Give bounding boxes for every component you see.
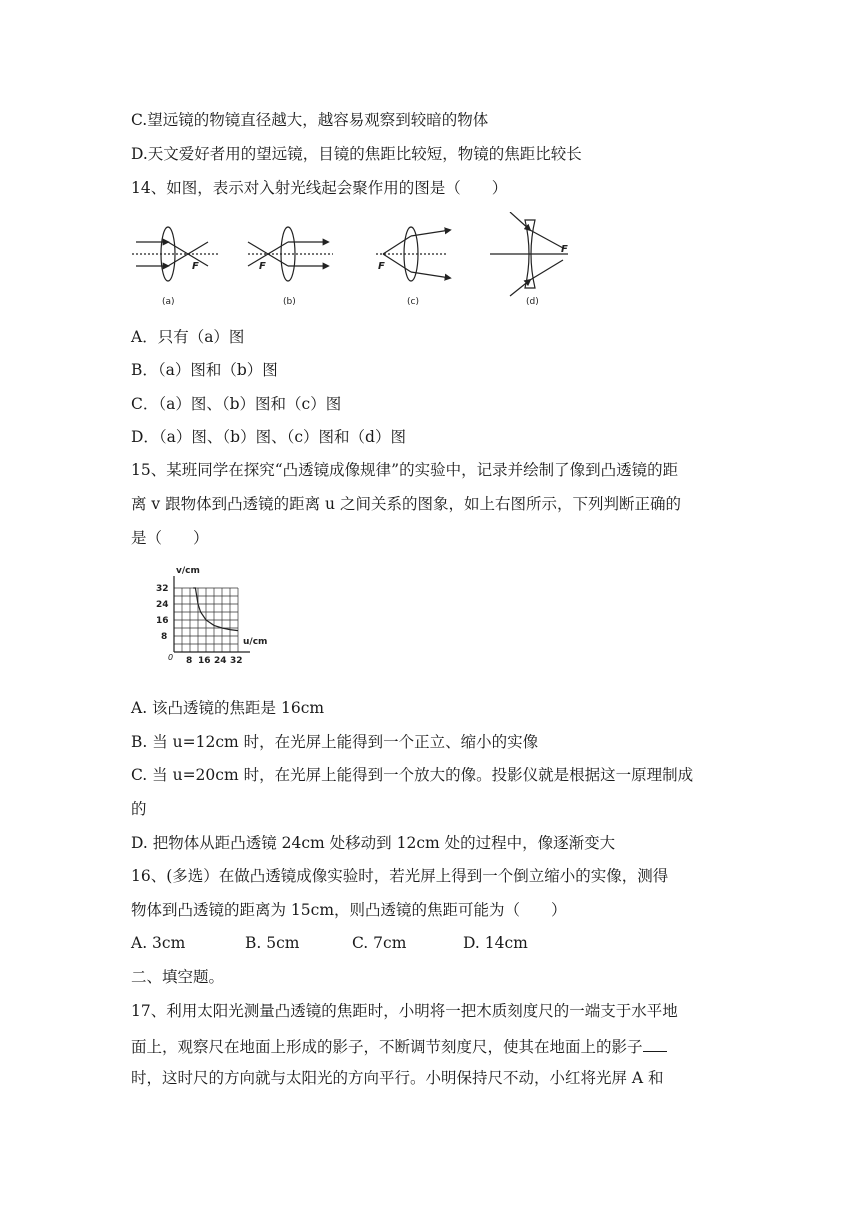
q16-option-c: C. 7cm xyxy=(352,934,407,952)
y-tick-24: 24 xyxy=(156,600,169,610)
q17-line3: 时，这时尺的方向就与太阳光的方向平行。小明保持尺不动，小红将光屏 A 和 xyxy=(131,1069,664,1087)
q16-option-d: D. 14cm xyxy=(463,934,528,952)
y-tick-32: 32 xyxy=(156,584,169,594)
lens-figure xyxy=(128,212,588,312)
q16-options xyxy=(131,933,528,953)
q16-option-b: B. 5cm xyxy=(245,934,300,952)
q16-stem-line2: 物体到凸透镜的距离为 15cm，则凸透镜的焦距可能为（ ） xyxy=(131,901,567,919)
lens-diagram-a xyxy=(132,227,220,281)
lens-diagram-d xyxy=(490,212,568,296)
label-b: (b) xyxy=(283,297,296,307)
label-d: (d) xyxy=(526,297,539,307)
q17-line2-text: 面上，观察尺在地面上形成的影子，不断调节刻度尺，使其在地面上的影子 xyxy=(131,1038,643,1056)
focus-label-b: F xyxy=(259,261,266,272)
q15-option-a: A. 该凸透镜的焦距是 16cm xyxy=(131,699,325,717)
y-tick-16: 16 xyxy=(156,616,169,626)
section-fill-in-heading: 二、填空题。 xyxy=(131,968,225,986)
q16-option-a: A. 3cm xyxy=(131,934,186,952)
lens-diagram-b xyxy=(248,227,333,281)
v-u-curve xyxy=(193,588,238,631)
q14-option-a: A．只有（a）图 xyxy=(131,328,245,346)
x-axis-label: u/cm xyxy=(243,637,268,647)
x-tick-32: 32 xyxy=(230,656,243,666)
q15-stem-line1: 15、某班同学在探究“凸透镜成像规律”的实验中，记录并绘制了像到凸透镜的距 xyxy=(131,461,679,479)
q16-stem-line1: 16、(多选）在做凸透镜成像实验时，若光屏上得到一个倒立缩小的实像，测得 xyxy=(131,867,669,885)
focus-label-a: F xyxy=(192,261,199,272)
q17-line1: 17、利用太阳光测量凸透镜的焦距时，小明将一把木质刻度尺的一端支于水平地 xyxy=(131,1002,678,1020)
q17-line2 xyxy=(131,1035,667,1057)
q15-option-b: B. 当 u=12cm 时，在光屏上能得到一个正立、缩小的实像 xyxy=(131,733,539,751)
q15-stem-line2: 离 v 跟物体到凸透镜的距离 u 之间关系的图象，如上右图所示，下列判断正确的 xyxy=(131,495,681,513)
q15-stem-line3: 是（ ） xyxy=(131,529,209,547)
focus-label-c: F xyxy=(378,261,385,272)
q15-option-c-line2: 的 xyxy=(131,800,147,818)
y-axis-label: v/cm xyxy=(176,566,200,576)
origin-label: 0 xyxy=(168,653,174,662)
q14-option-d: D．（a）图、（b）图、（c）图和（d）图 xyxy=(131,428,406,446)
y-tick-8: 8 xyxy=(161,632,168,642)
q13-option-d: D.天文爱好者用的望远镜，目镜的焦距比较短，物镜的焦距比较长 xyxy=(131,145,582,163)
x-tick-24: 24 xyxy=(214,656,227,666)
v-u-graph xyxy=(148,560,278,670)
q15-option-d: D. 把物体从距凸透镜 24cm 处移动到 12cm 处的过程中，像逐渐变大 xyxy=(131,834,616,852)
q14-option-c: C．（a）图、（b）图和（c）图 xyxy=(131,395,342,413)
label-c: (c) xyxy=(407,297,419,307)
q14-option-b: B．（a）图和（b）图 xyxy=(131,361,278,379)
label-a: (a) xyxy=(162,297,175,307)
x-tick-8: 8 xyxy=(186,656,193,666)
x-tick-16: 16 xyxy=(198,656,211,666)
focus-label-d: F xyxy=(561,244,568,255)
q14-stem: 14、如图，表示对入射光线起会聚作用的图是（ ） xyxy=(131,179,508,197)
q13-option-c: C.望远镜的物镜直径越大，越容易观察到较暗的物体 xyxy=(131,111,489,129)
q17-answer-blank xyxy=(643,1035,667,1052)
q15-option-c-line1: C. 当 u=20cm 时，在光屏上能得到一个放大的像。投影仪就是根据这一原理制成 xyxy=(131,766,694,784)
lens-diagram-c xyxy=(376,227,450,281)
